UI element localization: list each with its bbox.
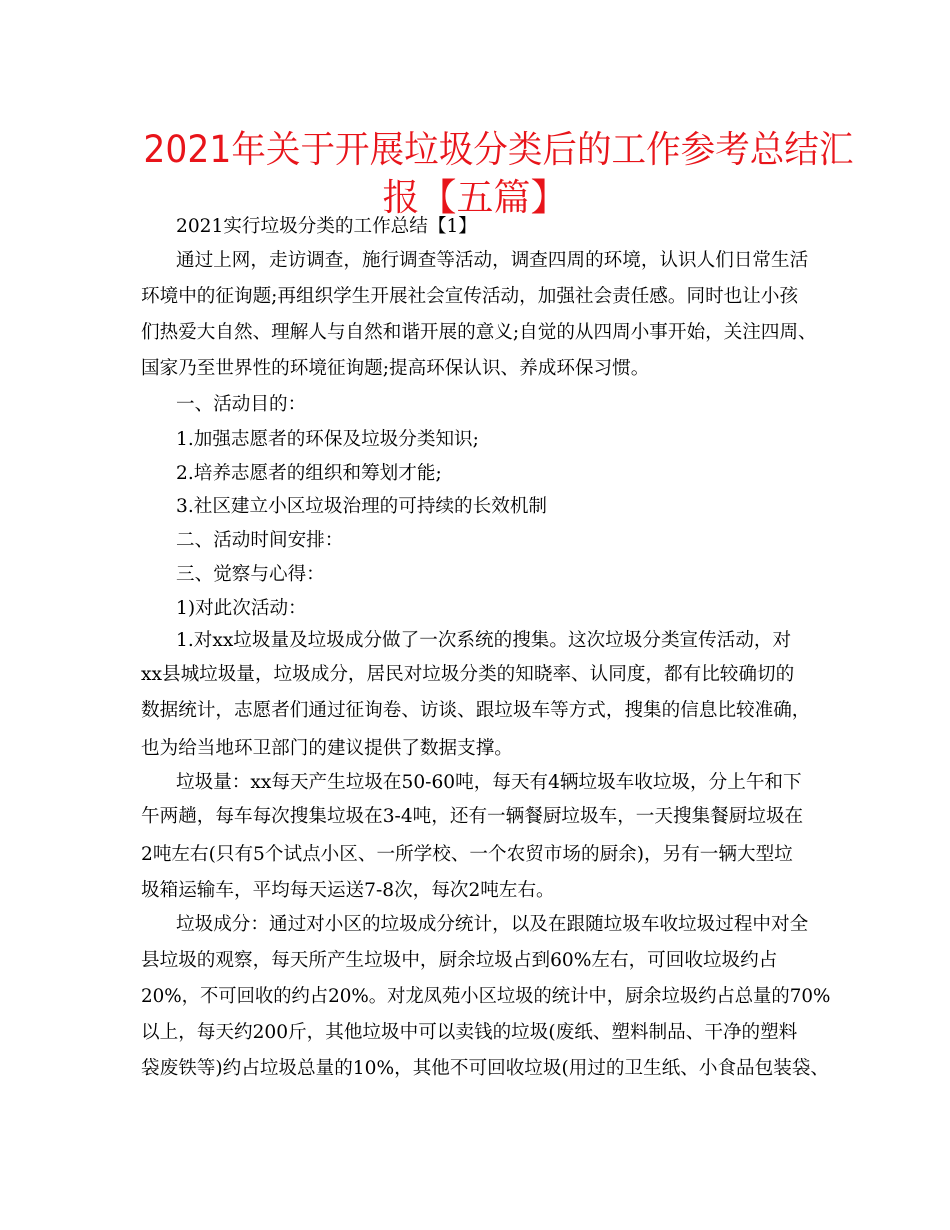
paragraph-line: 垃圾量：xx每天产生垃圾在50-60吨，每天有4辆垃圾车收垃圾，分上午和下 [176,772,802,793]
paragraph-line: 20%，不可回收的约占20%。对龙凤苑小区垃圾的统计中，厨余垃圾约占总量的70% [141,986,831,1007]
list-item: 2.培养志愿者的组织和筹划才能; [176,463,442,484]
paragraph-line: 数据统计，志愿者们通过征询卷、访谈、跟垃圾车等方式，搜集的信息比较准确， [141,700,811,721]
paragraph-line: 环境中的征询题;再组织学生开展社会宣传活动，加强社会责任感。同时也让小孩 [141,286,799,307]
list-heading: 三、觉察与心得： [176,564,325,585]
paragraph-line: xx县城垃圾量，垃圾成分，居民对垃圾分类的知晓率、认同度，都有比较确切的 [141,664,795,685]
paragraph-line: 们热爱大自然、理解人与自然和谐开展的意义;自觉的从四周小事开始，关注四周、 [141,322,817,343]
paragraph-line: 通过上网，走访调查，施行调查等活动，调查四周的环境，认识人们日常生活 [176,250,809,271]
paragraph-line: 袋废铁等)约占垃圾总量的10%，其他不可回收垃圾(用过的卫生纸、小食品包装袋、 [141,1058,830,1079]
paragraph-line: 圾箱运输车，平均每天运送7-8次，每次2吨左右。 [141,880,555,901]
sub-heading: 1)对此次活动： [176,598,307,619]
paragraph-line: 县垃圾的观察，每天所产生垃圾中，厨余垃圾占到60%左右，可回收垃圾约占 [141,950,778,971]
paragraph-line: 也为给当地环卫部门的建议提供了数据支撑。 [141,738,513,759]
paragraph-line: 午两趟，每车每次搜集垃圾在3-4吨，还有一辆餐厨垃圾车，一天搜集餐厨垃圾在 [141,806,804,827]
document-title-line-1: 2021年关于开展垃圾分类后的工作参考总结汇 [143,128,854,171]
list-heading: 一、活动目的： [176,394,307,415]
paragraph-line: 2吨左右(只有5个试点小区、一所学校、一个农贸市场的厨余)，另有一辆大型垃 [141,844,793,865]
section-heading: 2021实行垃圾分类的工作总结【1】 [176,216,477,237]
list-item: 3.社区建立小区垃圾治理的可持续的长效机制 [176,496,548,517]
list-item: 1.加强志愿者的环保及垃圾分类知识; [176,429,479,450]
paragraph-line: 以上，每天约200斤，其他垃圾中可以卖钱的垃圾(废纸、塑料制品、干净的塑料 [141,1022,798,1043]
document-title-line-2: 报【五篇】 [382,176,568,219]
paragraph-line: 国家乃至世界性的环境征询题;提高环保认识、养成环保习惯。 [141,358,650,379]
paragraph-line: 1.对xx垃圾量及垃圾成分做了一次系统的搜集。这次垃圾分类宣传活动，对 [176,630,792,651]
list-heading: 二、活动时间安排： [176,530,344,551]
paragraph-line: 垃圾成分：通过对小区的垃圾成分统计，以及在跟随垃圾车收垃圾过程中对全 [176,914,809,935]
